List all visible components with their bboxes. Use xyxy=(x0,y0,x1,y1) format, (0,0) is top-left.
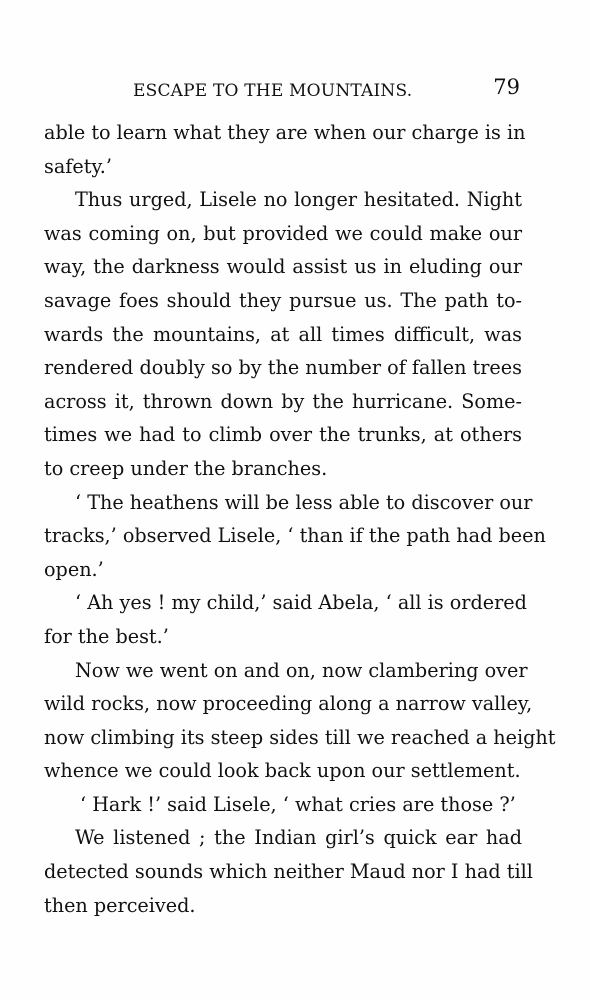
text-line: ‘ Hark !’ said Lisele, ‘ what cries are those ?’ xyxy=(80,792,516,816)
text-line: Now we went on and on, now clambering over xyxy=(75,658,528,682)
text-line: safety.’ xyxy=(44,154,112,178)
text-line: whence we could look back upon our settlement. xyxy=(44,759,521,783)
text-line: rendered doubly so by the number of fallen trees xyxy=(44,356,522,380)
text-line: We listened ; the Indian girl’s quick ear had xyxy=(75,826,522,850)
text-line: open.’ xyxy=(44,557,104,581)
text-line: wild rocks, now proceeding along a narrow valley, xyxy=(44,692,533,716)
text-line: wards the mountains, at all times difficult, was xyxy=(44,322,522,346)
text-line: detected sounds which neither Maud nor I had till xyxy=(44,860,533,884)
body-text xyxy=(44,116,556,922)
chapter-running-title: ESCAPE TO THE MOUNTAINS. xyxy=(133,81,413,101)
text-line: way, the darkness would assist us in eluding our xyxy=(44,255,522,279)
text-line: times we had to climb over the trunks, at others xyxy=(44,423,522,447)
text-line: ‘ The heathens will be less able to discover our xyxy=(75,490,533,514)
text-line: then perceived. xyxy=(44,893,196,917)
text-line: Thus urged, Lisele no longer hesitated. Night xyxy=(75,188,522,212)
text-line: was coming on, but provided we could make our xyxy=(44,221,522,245)
text-line: able to learn what they are when our charge is in xyxy=(44,121,526,144)
text-line: now climbing its steep sides till we reached a height xyxy=(44,725,556,749)
text-line: across it, thrown down by the hurricane. Some- xyxy=(44,389,522,413)
page-number: 79 xyxy=(493,75,520,99)
running-head xyxy=(44,72,520,106)
text-line: to creep under the branches. xyxy=(44,456,328,480)
text-line: tracks,’ observed Lisele, ‘ than if the path had been xyxy=(44,524,546,548)
text-line: for the best.’ xyxy=(44,624,169,648)
text-line: savage foes should they pursue us. The path to- xyxy=(44,288,522,312)
text-line: ‘ Ah yes ! my child,’ said Abela, ‘ all is ordered xyxy=(75,591,527,615)
